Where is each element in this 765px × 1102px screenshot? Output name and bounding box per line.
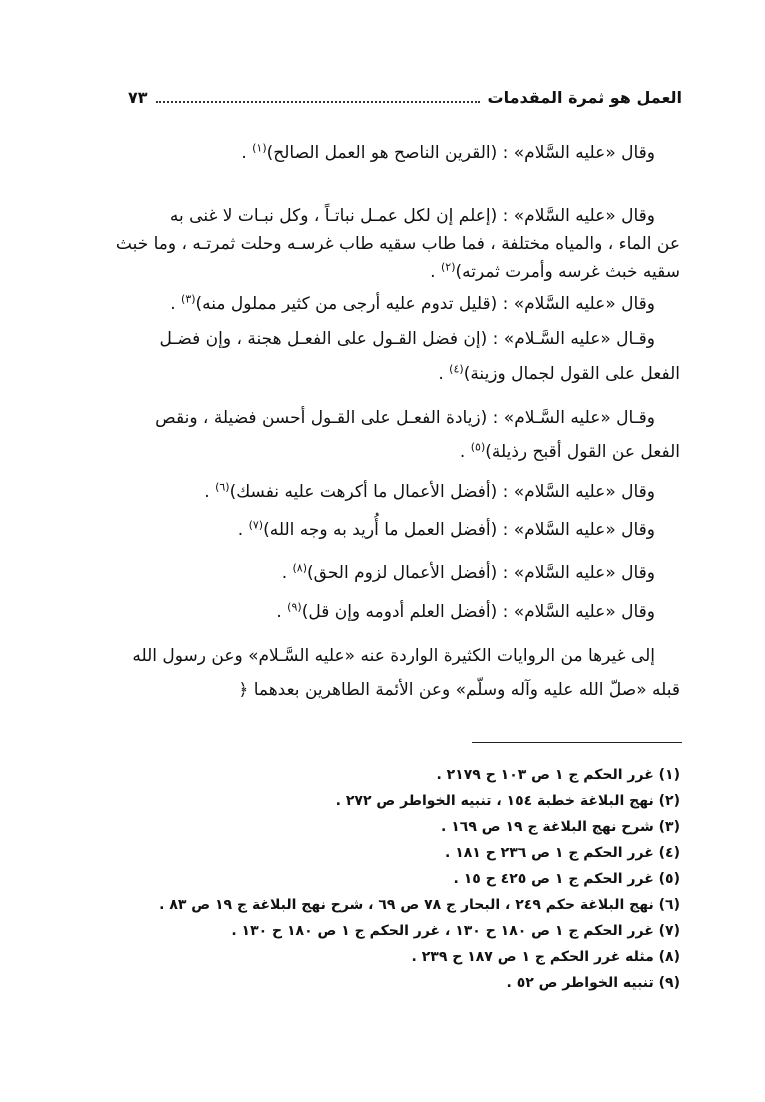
page-number: ٧٣ — [128, 88, 148, 107]
footnote: (٥) غرر الحكم ج ١ ص ٤٢٥ ح ١٥ . — [453, 871, 680, 887]
footnote-ref: (٣) — [181, 292, 196, 306]
text-line: وقـال «عليه السَّـلام» : (زيادة الفعـل على القـول أحسن فضيلة ، ونقص — [155, 408, 655, 428]
text-line: وقـال «عليه السَّـلام» : (إن فضل القـول على الفعـل هجنة ، وإن فضـل — [159, 329, 655, 349]
footnote: (٧) غرر الحكم ج ١ ص ١٨٠ ح ١٣٠ ، غرر الحكم ج ١ ص ١٨٠ ح ١٣٠ . — [231, 923, 680, 939]
footnote: (١) غرر الحكم ج ١ ص ١٠٣ ح ٢١٧٩ . — [436, 767, 680, 783]
footnote: (٨) مثله غرر الحكم ج ١ ص ١٨٧ ح ٢٣٩ . — [411, 949, 680, 965]
text-line: وقال «عليه السَّلام» : (أفضل الأعمال لزوم الحق)$^{(٨)}$ . — [281, 561, 655, 583]
footnote-ref: (٢) — [440, 260, 456, 274]
footnote-ref: (٥) — [470, 440, 486, 454]
text-line: وقال «عليه السَّلام» : (القرين الناصح هو العمل الصالح)$^{(١)}$ . — [241, 141, 655, 163]
text-line: عن الماء ، والمياه مختلفة ، فما طاب سقيه طاب غرسـه وحلت ثمرتـه ، وما خبث — [115, 234, 680, 254]
text-line: وقال «عليه السَّلام» : (أفضل العلم أدومه وإن قل)$^{(٩)}$ . — [276, 600, 655, 622]
text-line: الفعل على القول لجمال وزينة)$^{(٤)}$ . — [438, 362, 680, 384]
footnote: (٩) تنبيه الخواطر ص ٥٢ . — [506, 975, 680, 991]
footnote-ref: (٧) — [248, 518, 264, 532]
footnote-separator — [472, 742, 682, 743]
footnote-ref: (٦) — [215, 480, 230, 494]
text-line: إلى غيرها من الروايات الكثيرة الواردة عنه «عليه السَّـلام» وعن رسول الله — [132, 646, 655, 666]
text-line: قبله «صلّ الله عليه وآله وسلّم» وعن الأئمة الطاهرين بعدهما ﴿ — [238, 680, 680, 700]
footnote: (٢) نهج البلاغة خطبة ١٥٤ ، تنبيه الخواطر ص ٢٧٢ . — [335, 793, 680, 809]
text-line: سقيه خبث غرسه وأمرت ثمرته)$^{(٢)}$ . — [430, 260, 680, 282]
header-title: العمل هو ثمرة المقدمات — [487, 88, 682, 107]
footnote-ref: (٩) — [287, 600, 302, 614]
running-header — [128, 88, 682, 108]
text-line: الفعل عن القول أقبح رذيلة)$^{(٥)}$ . — [459, 440, 680, 462]
footnote: (٦) نهج البلاغة حكم ٢٤٩ ، البحار ج ٧٨ ص ٦٩ ، شرح نهج البلاغة ج ١٩ ص ٨٣ . — [159, 897, 680, 913]
header-dot-leader — [156, 101, 480, 103]
footnote-ref: (١) — [252, 141, 267, 155]
text-line: وقال «عليه السَّلام» : (أفضل العمل ما أُريد به وجه الله)$^{(٧)}$ . — [237, 518, 655, 540]
footnote-ref: (٨) — [292, 561, 308, 575]
text-line: وقال «عليه السَّلام» : (أفضل الأعمال ما أكرهت عليه نفسك)$^{(٦)}$ . — [204, 480, 655, 502]
footnote: (٣) شرح نهج البلاغة ج ١٩ ص ١٦٩ . — [441, 819, 680, 835]
footnote-ref: (٤) — [449, 362, 464, 376]
footnote: (٤) غرر الحكم ج ١ ص ٢٣٦ ح ١٨١ . — [444, 845, 680, 861]
text-line: وقال «عليه السَّلام» : (إعلم إن لكل عمـل نباتـاً ، وكل نبـات لا غنى به — [169, 206, 655, 226]
text-line: وقال «عليه السَّلام» : (قليل تدوم عليه أرجى من كثير مملول منه)$^{(٣)}$ . — [170, 292, 655, 314]
